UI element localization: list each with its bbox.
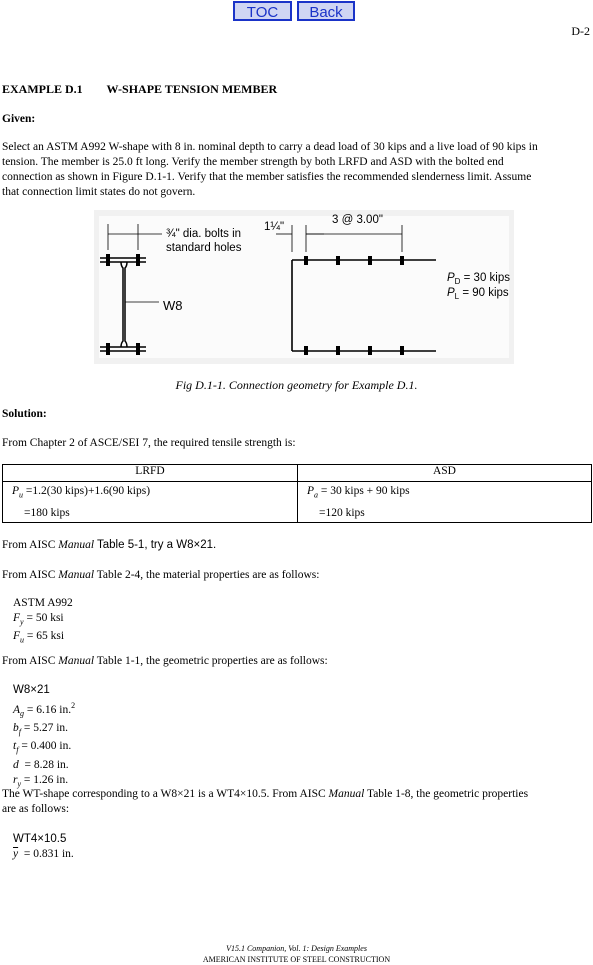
live-load-label: $P_L = 90$ kips bbox=[447, 287, 509, 301]
lrfd-line2: =180 kips bbox=[24, 507, 70, 520]
wt-line1: The WT-shape corresponding to a W8×21 is a WT4×10.5. From AISC Manual Table 1-8, the geometric properties bbox=[2, 788, 529, 800]
fy-value: $F_y = 50$ ksi bbox=[13, 612, 64, 627]
solution-heading: Solution: bbox=[2, 408, 47, 420]
bolt-label-line2: standard holes bbox=[166, 242, 242, 254]
given-paragraph bbox=[2, 140, 538, 200]
lrfd-line1: $P_u =1.2(30$ kips)+1.6(90 kips) bbox=[12, 485, 151, 500]
ybar-value: $\overline{y} = 0.831$ in. bbox=[13, 848, 74, 860]
edge-dimension: 1¼" bbox=[264, 221, 285, 233]
fu-value: $F_u = 65$ ksi bbox=[13, 630, 65, 645]
tf-value: $t_f = 0.400$ in. bbox=[13, 740, 72, 755]
wt-paragraph bbox=[2, 787, 528, 817]
bf-value: $b_f = 5.27$ in. bbox=[13, 722, 69, 737]
footer-line2: AMERICAN INSTITUTE OF STEEL CONSTRUCTION bbox=[202, 955, 391, 964]
lrfd-cell bbox=[3, 482, 298, 523]
ry-value: $r_y = 1.26$ in. bbox=[13, 773, 69, 789]
asd-header: ASD bbox=[298, 465, 592, 482]
dead-load-label: $P_D = 30$ kips bbox=[447, 272, 510, 286]
strength-calc-table bbox=[2, 464, 592, 523]
intro-paragraph: From Chapter 2 of ASCE/SEI 7, the required tensile strength is: bbox=[2, 437, 296, 449]
member-label: W8 bbox=[163, 298, 183, 313]
given-line: Select an ASTM A992 W-shape with 8 in. nominal depth to carry a dead load of 30 kips and a live load of 90 kips in bbox=[2, 141, 538, 153]
wt-line2: are as follows: bbox=[2, 803, 70, 815]
material-intro: From AISC Manual Table 2-4, the material properties are as follows: bbox=[2, 569, 320, 581]
example-number: EXAMPLE D.1 bbox=[2, 82, 83, 96]
wt-designation: WT4×10.5 bbox=[13, 833, 67, 845]
material-properties bbox=[13, 596, 73, 648]
try-paragraph: From AISC Manual Table 5-1, try a W8×21. bbox=[2, 539, 217, 551]
asd-cell bbox=[298, 482, 592, 523]
w8-designation: W8×21 bbox=[13, 684, 50, 696]
page-number: D-2 bbox=[571, 24, 590, 38]
given-line: tension. The member is 25.0 ft long. Verify the member strength by both LRFD and ASD with the bolted end bbox=[2, 156, 504, 168]
given-line: connection as shown in Figure D.1-1. Verify that the member satisfies the recommended slenderness limit. Assume bbox=[2, 171, 532, 183]
footer-line1: V15.1 Companion, Vol. 1: Design Examples bbox=[226, 944, 367, 953]
example-heading bbox=[2, 82, 277, 97]
example-title: W-SHAPE TENSION MEMBER bbox=[106, 82, 278, 96]
asd-line2: =120 kips bbox=[319, 507, 365, 520]
d-value: d = 8.28 in. bbox=[13, 758, 69, 771]
bolt-label-line1: ¾" dia. bolts in bbox=[166, 228, 242, 240]
w8-properties bbox=[13, 683, 75, 791]
material-grade: ASTM A992 bbox=[13, 597, 73, 609]
wt-properties bbox=[13, 832, 74, 862]
ag-value: $A_g = 6.16$ in.$^2$ bbox=[13, 701, 76, 719]
given-line: that connection limit states do not govern. bbox=[2, 186, 196, 198]
lrfd-header: LRFD bbox=[3, 465, 298, 482]
connection-figure bbox=[94, 210, 514, 368]
toc-button[interactable]: TOC bbox=[233, 1, 292, 21]
figure-caption: Fig D.1-1. Connection geometry for Example D.1. bbox=[175, 378, 418, 392]
given-heading: Given: bbox=[2, 113, 36, 125]
spacing-dimension: 3 @ 3.00" bbox=[332, 214, 383, 226]
geometric-intro: From AISC Manual Table 1-1, the geometric properties are as follows: bbox=[2, 655, 328, 667]
asd-line1: $P_a = 30$ kips + 90 kips bbox=[307, 485, 410, 500]
back-button[interactable]: Back bbox=[297, 1, 355, 21]
